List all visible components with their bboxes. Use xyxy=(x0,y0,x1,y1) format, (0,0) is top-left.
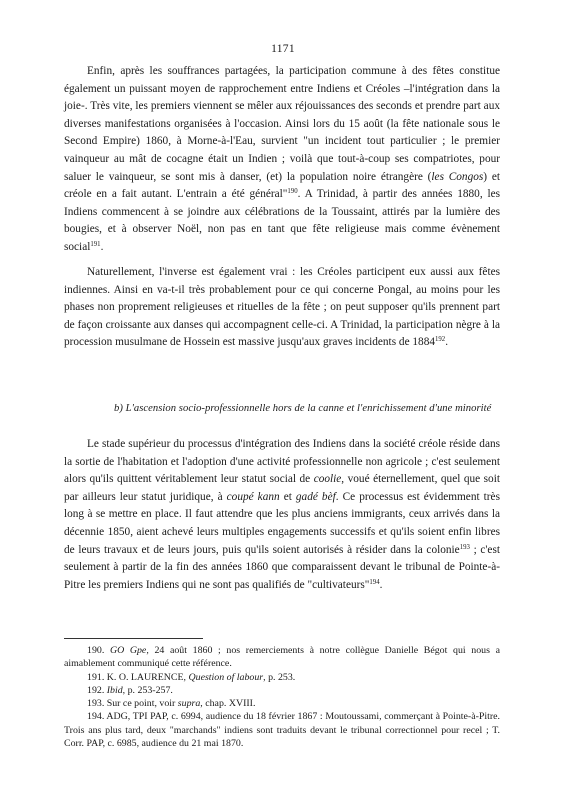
footnote-separator xyxy=(64,638,203,639)
italic-term: coupé kann xyxy=(226,490,280,503)
footnote-ref-190[interactable]: 190 xyxy=(287,188,298,196)
footnote-text: , chap. XVIII. xyxy=(200,698,256,710)
italic-term: gadé bèf xyxy=(295,490,336,503)
text-run: . xyxy=(100,240,104,253)
paragraph-inverse xyxy=(64,264,500,352)
text-run: Enfin, après les souffrances partagées, la participation commune à des fêtes constitue également un puissant moyen de rapprochement entre Indiens et Créoles –l'intégration dans la joie-. Très vite, les premiers viennent se mêler aux réjouissances des seconds et prendre part aux diverses manifestations organisées à l'occasion. Ainsi lors du 15 août (la fête nationale sous le Second Empire) 1860, à Morne-à-l'Eau, survient "un incident tout particulier ; le premier vainqueur au mât de cocagne était un Indien ; voilà que tout-à-coup ses compatriotes, pour saluer le vainqueur, se sont mis à danser, (et) la population noire étrangère ( xyxy=(64,65,500,183)
text-run: Naturellement, l'inverse est également vrai : les Créoles participent eux aussi aux fêtes indiennes. Ainsi en va-t-il très probablement pour ce qui concerne Pongal, au moins pour les phases non proprement religieuses et rituelles de la fête ; on peut supposer qu'ils prennent part de façon croissante aux danses qui accompagnent celle-ci. A Trinidad, la participation nègre à la procession musulmane de Hossein est massive jusqu'aux graves incidents de 1884 xyxy=(64,266,500,349)
footnote-ref-193[interactable]: 193 xyxy=(459,543,470,551)
footnote-text: , p. 253. xyxy=(263,671,296,683)
paragraph-text xyxy=(64,264,500,352)
text-run: ; c'est seulement à partir de la fin des années 1860 que comparaissent devant le tribunal de Pointe-à-Pitre les premiers Indiens qui ne sont pas qualifiés de "cultivateurs" xyxy=(64,543,500,591)
footnote-ref-194[interactable]: 194 xyxy=(369,578,380,586)
footnote-italic: GO Gpe xyxy=(109,645,147,656)
footnote-number: 190. xyxy=(87,645,110,656)
text-run: Le stade supérieur du processus d'intégration des Indiens dans la société créole réside dans la sortie de l'habitation et l'adoption d'une activité professionnelle non agricole ; c'est seulement alors qu'ils quittent véritablement leur statut social de xyxy=(64,438,500,486)
footnote-text: , 24 août 1860 ; nos remerciements à notre collègue Danielle Bégot qui nous a aimablement communiqué cette référence. xyxy=(64,645,500,670)
text-run: . A Trinidad, à partir des années 1880, les Indiens commencent à se joindre aux célébrations de la Toussaint, attirés par la lumière des bougies, et à observer Noël, non pas en tant que fête religieuse mais comme évènement social xyxy=(64,188,500,253)
paragraph-fetes xyxy=(64,63,500,257)
footnote-italic: supra xyxy=(177,698,201,710)
footnote-193 xyxy=(64,697,500,710)
footnotes xyxy=(64,644,500,750)
italic-term: les Congos xyxy=(431,170,484,183)
footnote-ref-192[interactable]: 192 xyxy=(435,336,446,344)
page-number: 1171 xyxy=(271,43,295,55)
text-run: ) et créole en a fait autant. L'entrain a été général" xyxy=(64,170,500,201)
text-run: . xyxy=(445,336,449,349)
footnote-text: , p. 253-257. xyxy=(122,684,173,696)
footnote-italic: Question of labour xyxy=(188,671,264,683)
footnote-194 xyxy=(64,710,500,750)
text-run: . xyxy=(379,578,383,591)
italic-term: coolie xyxy=(313,473,342,486)
footnote-number: 192. xyxy=(87,684,107,696)
text-run: et xyxy=(279,490,296,503)
paragraph-text xyxy=(64,63,500,257)
footnote-190 xyxy=(64,644,500,671)
text-run: , voué éternellement, quel que soit par ailleurs leur statut juridique, à xyxy=(64,473,500,503)
footnote-ref-191[interactable]: 191 xyxy=(90,240,101,248)
text-run: . Ce processus est évidemment très long à se mettre en place. Il faut attendre que les plus anciens immigrants, ceux arrivés dans la décennie 1850, aient achevé leurs multiples engagements successifs et qu'ils soient enfin libres de leurs travaux et de leurs jours, puis qu'ils soient autorisés à résider dans la colonie xyxy=(64,490,500,556)
footnote-number: 194. ADG, TPI PAP, c. 6994, audience du 18 février 1867 : Moutoussami, commerçant à Pointe-à-Pitre. Trois ans plus tard, deux "marchands" indiens sont traduits devant le tribunal correctionnel pour recel ; T. Corr. PAP, c. 6985, audience du 21 mai 1870. xyxy=(64,711,500,750)
footnote-italic: Ibid xyxy=(106,684,123,696)
paragraph-text xyxy=(64,436,500,594)
footnote-number: 193. Sur ce point, voir xyxy=(87,698,178,710)
footnote-192 xyxy=(64,684,500,697)
paragraph-ascension xyxy=(64,436,500,594)
section-heading: b) L'ascension socio-professionnelle hors de la canne et l'enrichissement d'une minorité xyxy=(114,403,492,414)
footnote-number: 191. K. O. LAURENCE, xyxy=(87,671,189,683)
footnote-191 xyxy=(64,671,500,684)
